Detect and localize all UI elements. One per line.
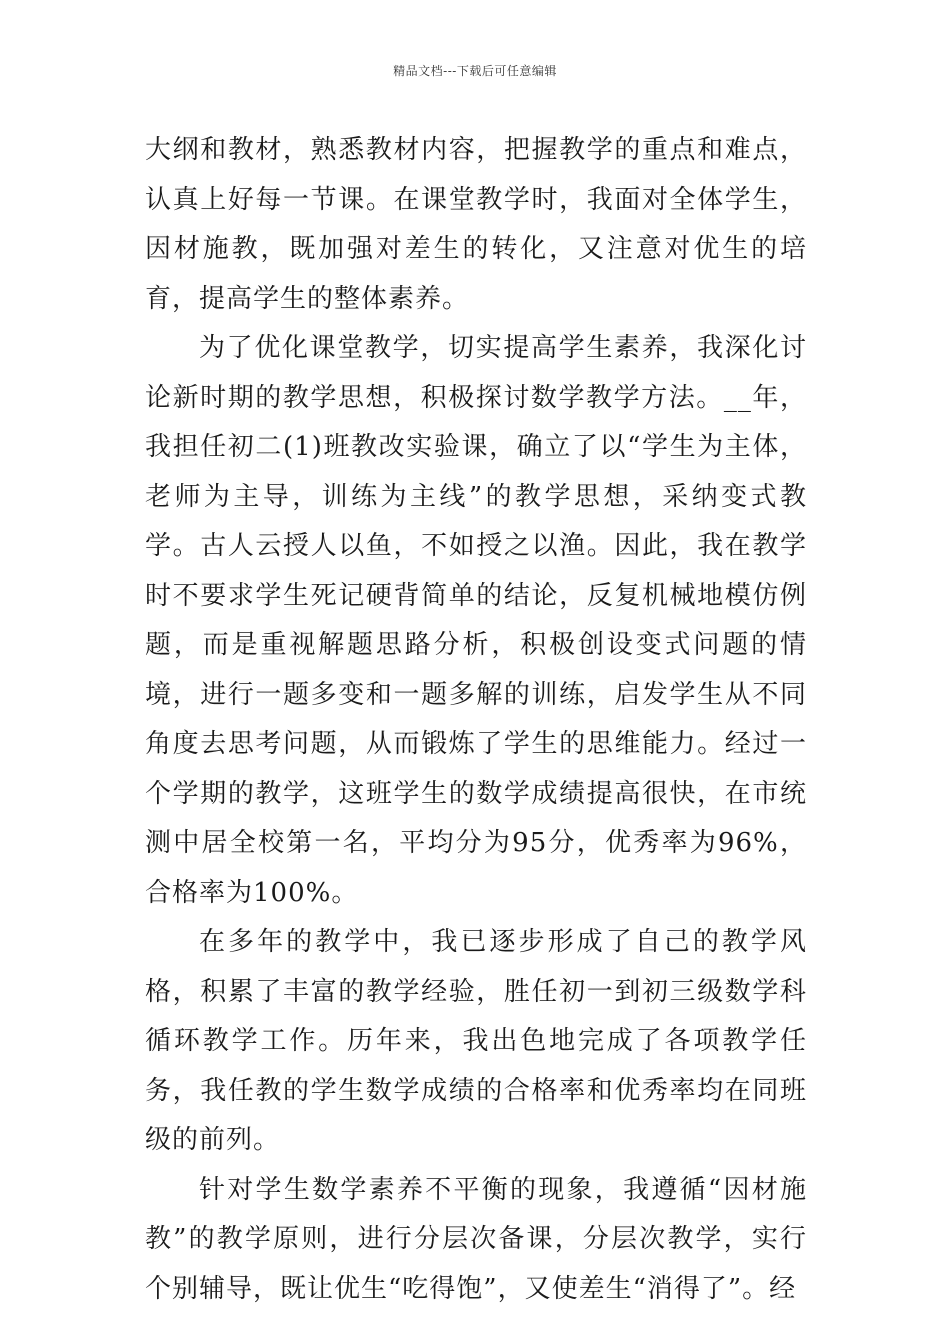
paragraph-3: 在多年的教学中，我已逐步形成了自己的教学风格，积累了丰富的教学经验，胜任初一到初三级数学科循环教学工作。历年来，我出色地完成了各项教学任务，我任教的学生数学成绩的合格率和优秀率均在同班级的前列。 — [145, 927, 807, 1155]
paragraph-1: 大纲和教材，熟悉教材内容，把握教学的重点和难点，认真上好每一节课。在课堂教学时，我面对全体学生，因材施教，既加强对差生的转化，又注意对优生的培育，提高学生的整体素养。 — [145, 135, 807, 314]
paragraph-2: 为了优化课堂教学，切实提高学生素养，我深化讨论新时期的教学思想，积极探讨数学教学方法。__年，我担任初二(1)班教改实验课，确立了以“学生为主体，老师为主导，训练为主线”的教学思想，采纳变式教学。古人云授人以鱼，不如授之以渔。因此，我在教学时不要求学生死记硬背简单的结论，反复机械地模仿例题，而是重视解题思路分析，积极创设变式问题的情境，进行一题多变和一题多解的训练，启发学生从不同角度去思考问题，从而锻炼了学生的思维能力。经过一个学期的教学，这班学生的数学成绩提高很快，在市统测中居全校第一名，平均分为95分，优秀率为96%，合格率为100%。 — [145, 333, 807, 908]
page-header: 精品文档---下载后可任意编辑 — [393, 64, 557, 78]
paragraph-4: 针对学生数学素养不平衡的现象，我遵循“因材施教”的教学原则，进行分层次备课，分层次教学，实行个别辅导，既让优生“吃得饱”，又使差生“消得了”。经 — [145, 1174, 807, 1304]
document-body — [145, 126, 807, 1314]
